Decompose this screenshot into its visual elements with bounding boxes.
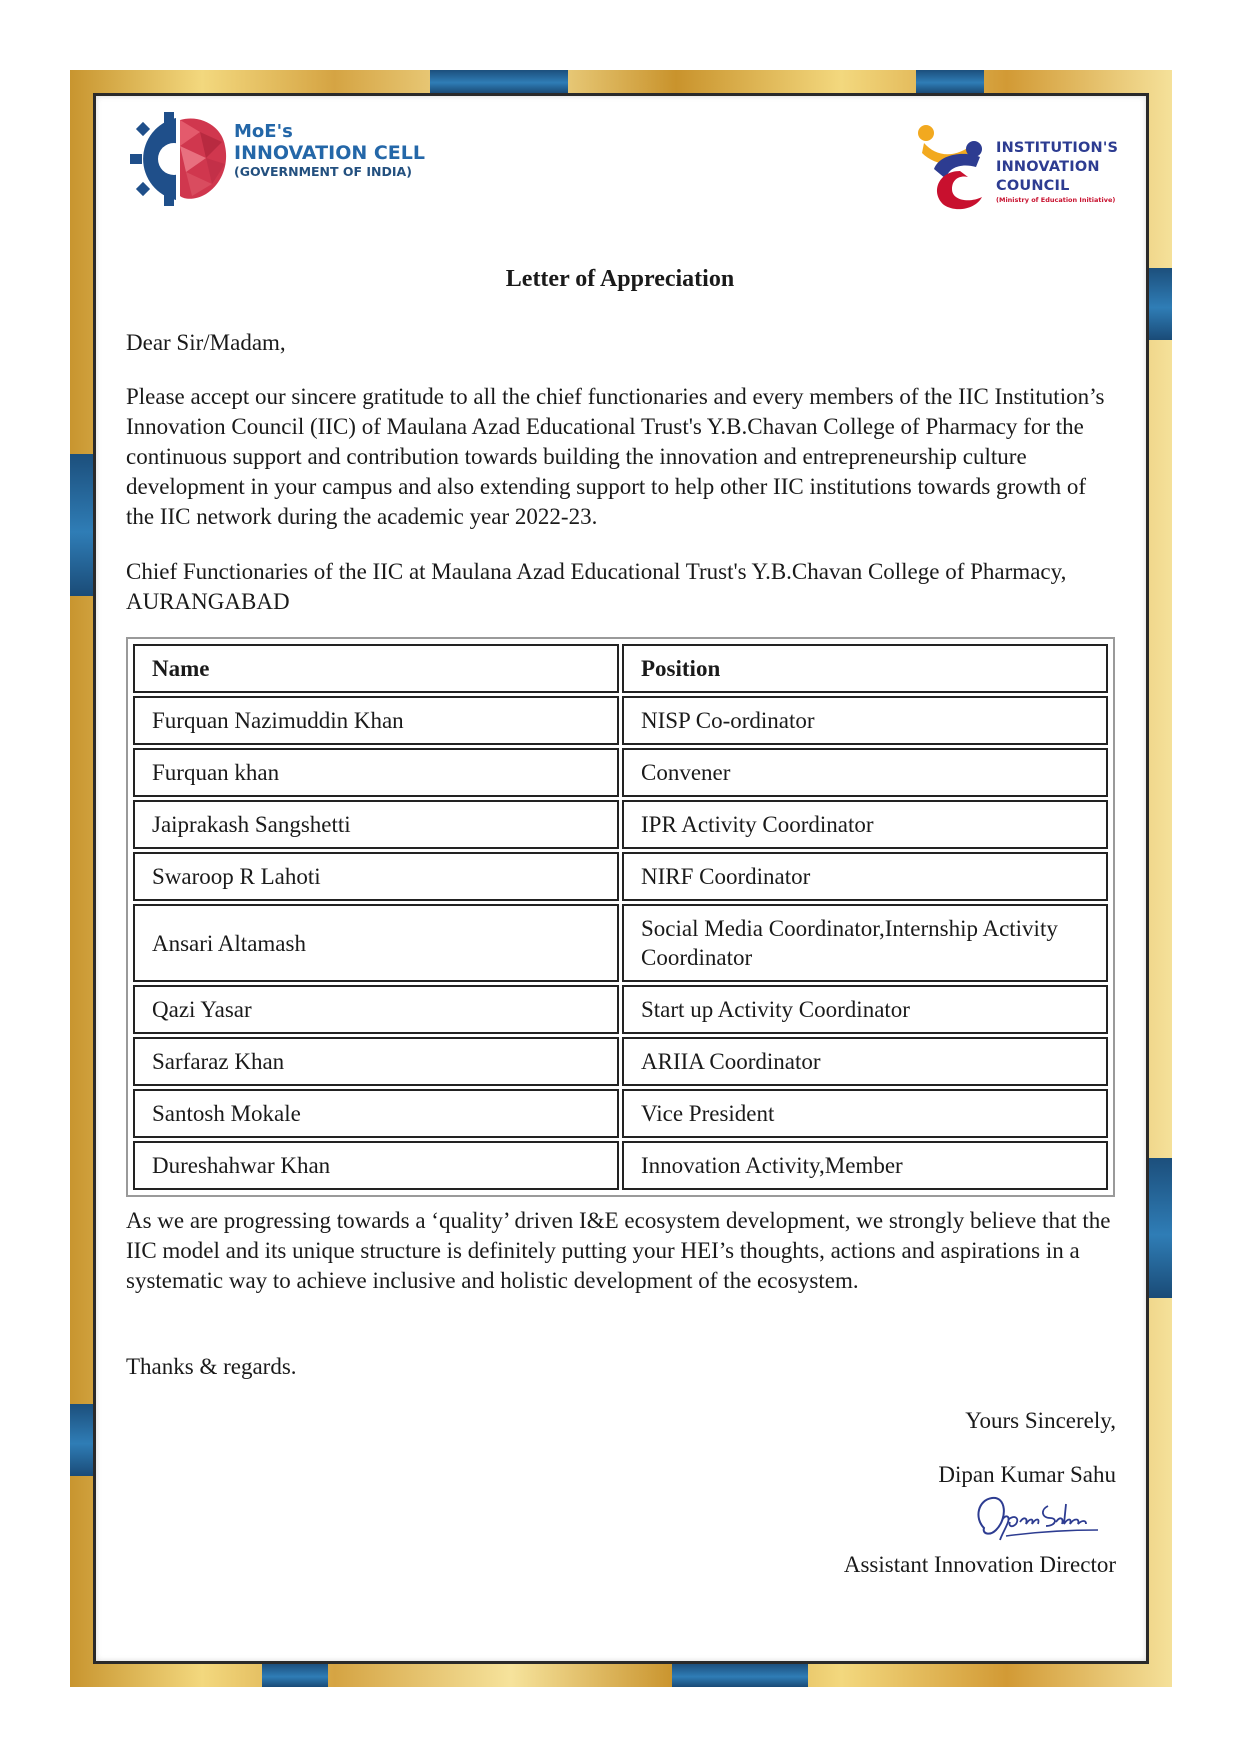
cell-position: Vice President — [622, 1089, 1108, 1138]
cell-name: Dureshahwar Khan — [133, 1141, 619, 1190]
table-row — [133, 985, 1108, 1034]
handwritten-signature — [966, 1488, 1106, 1548]
signatory-title: Assistant Innovation Director — [843, 1552, 1116, 1577]
greeting: Dear Sir/Madam, — [126, 330, 286, 355]
table-row — [133, 1089, 1108, 1138]
header-name: Name — [133, 644, 619, 693]
table-row — [133, 852, 1108, 901]
header-position: Position — [622, 644, 1108, 693]
cell-name: Qazi Yasar — [133, 985, 619, 1034]
cell-name: Furquan Nazimuddin Khan — [133, 696, 619, 745]
cell-name: Ansari Altamash — [133, 904, 619, 982]
cell-name: Santosh Mokale — [133, 1089, 619, 1138]
cell-position: Innovation Activity,Member — [622, 1141, 1108, 1190]
cell-name: Jaiprakash Sangshetti — [133, 800, 619, 849]
table-row — [133, 1141, 1108, 1190]
thanks-line: Thanks & regards. — [126, 1354, 297, 1379]
iic-logo-line3: COUNCIL — [996, 177, 1070, 194]
table-header-row — [133, 644, 1108, 693]
table-row — [133, 800, 1108, 849]
cell-name: Furquan khan — [133, 748, 619, 797]
iic-logo — [916, 123, 1126, 213]
cell-position: IPR Activity Coordinator — [622, 800, 1108, 849]
gear-brain-icon — [130, 112, 230, 207]
frame-accent-bottom-mid — [672, 1664, 808, 1687]
frame-accent-left-mid — [70, 454, 93, 596]
functionaries-table — [126, 637, 1115, 1197]
yours-sincerely: Yours Sincerely, — [965, 1408, 1116, 1433]
iic-logo-line2: INNOVATION — [996, 158, 1100, 175]
table-row — [133, 696, 1108, 745]
cell-position: Start up Activity Coordinator — [622, 985, 1108, 1034]
closing-paragraph: As we are progressing towards a ‘quality’ driven I&E ecosystem development, we strongly believe that the IIC model and its unique structure is definitely putting your HEI’s thoughts, actions and aspirations in a systematic way to achieve inclusive and holistic development of the ecosystem. — [126, 1208, 1111, 1293]
moe-innovation-cell-logo — [130, 112, 430, 207]
cell-name: Sarfaraz Khan — [133, 1037, 619, 1086]
letter-title: Letter of Appreciation — [505, 266, 735, 292]
cell-position: Convener — [622, 748, 1108, 797]
moe-logo-line3: (GOVERNMENT OF INDIA) — [234, 163, 412, 179]
frame-accent-top-left — [430, 70, 568, 93]
iic-logo-line1: INSTITUTION'S — [996, 140, 1119, 156]
frame-accent-top-right — [916, 70, 984, 93]
frame-accent-left-bottom — [70, 1404, 93, 1476]
chief-functionaries-intro: Chief Functionaries of the IIC at Maulana Azad Educational Trust's Y.B.Chavan College of Pharmacy, AURANGABAD — [126, 559, 1067, 614]
table-row — [133, 1037, 1108, 1086]
cell-position: Social Media Coordinator,Internship Activity Coordinator — [622, 904, 1108, 982]
moe-logo-line1: MoE's — [234, 121, 293, 142]
cell-position: NIRF Coordinator — [622, 852, 1108, 901]
frame-accent-right-bottom — [1149, 1158, 1172, 1298]
frame-accent-bottom-left — [262, 1664, 328, 1687]
table-row — [133, 748, 1108, 797]
cell-name: Swaroop R Lahoti — [133, 852, 619, 901]
signatory-name: Dipan Kumar Sahu — [938, 1462, 1116, 1487]
table-row — [133, 904, 1108, 982]
iic-figure-icon — [916, 123, 996, 213]
cell-position: ARIIA Coordinator — [622, 1037, 1108, 1086]
cell-position: NISP Co-ordinator — [622, 696, 1108, 745]
iic-logo-subtitle: (Ministry of Education Initiative) — [996, 195, 1116, 204]
body-paragraph: Please accept our sincere gratitude to all the chief functionaries and every members of the IIC Institution’s Innovation Council (IIC) of Maulana Azad Educational Trust's Y.B.Chavan College of Pharmacy for the continuous support and contribution towards building the innovation and entrepreneurship culture development in your campus and also extending support to help other IIC institutions towards growth of the IIC network during the academic year 2022-23. — [126, 384, 1105, 529]
moe-logo-line2: INNOVATION CELL — [234, 141, 425, 164]
